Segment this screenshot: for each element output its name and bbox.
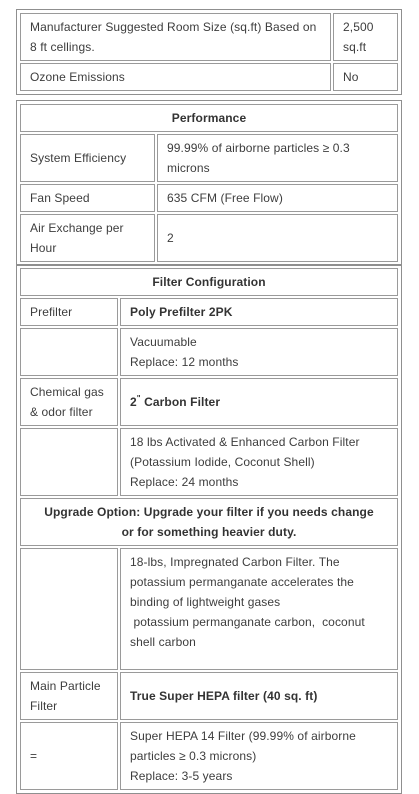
table-row	[20, 214, 398, 262]
prefilter-description	[120, 328, 398, 376]
table-row	[20, 298, 398, 326]
upgrade-option: Upgrade Option: Upgrade your filter if you needs change or for something heavier duty.	[20, 498, 398, 546]
table-row	[20, 378, 398, 426]
table-row	[20, 722, 398, 790]
room-size-value: 2,500 sq.ft	[333, 13, 398, 61]
fan-speed-label: Fan Speed	[20, 184, 155, 212]
carbon-filter-name	[120, 378, 398, 426]
upgrade-description	[120, 548, 398, 670]
carbon-filter-title: Carbon Filter	[140, 395, 221, 409]
carbon-desc-line: 18 lbs Activated & Enhanced Carbon Filter (Potassium Iodide, Coconut Shell)	[130, 435, 360, 469]
table-row	[20, 268, 398, 296]
prefilter-label: Prefilter	[20, 298, 118, 326]
table-row	[20, 328, 398, 376]
filter-configuration-table	[16, 264, 402, 794]
carbon-empty-cell	[20, 428, 118, 496]
table-row	[20, 134, 398, 182]
ozone-value: No	[333, 63, 398, 91]
carbon-filter-size: 2	[130, 395, 137, 409]
main-replace: Replace: 3-5 years	[130, 769, 233, 783]
performance-title: Performance	[20, 104, 398, 132]
system-efficiency-label: System Efficiency	[20, 134, 155, 182]
room-size-label: Manufacturer Suggested Room Size (sq.ft) Based on 8 ft cellings.	[20, 13, 331, 61]
table-row	[20, 672, 398, 720]
upgrade-empty-cell	[20, 548, 118, 670]
fan-speed-value: 635 CFM (Free Flow)	[157, 184, 398, 212]
prefilter-empty-cell	[20, 328, 118, 376]
upgrade-desc-materials: potassium permanganate carbon, coconut shell carbon	[130, 615, 369, 649]
carbon-filter-description	[120, 428, 398, 496]
main-filter-description	[120, 722, 398, 790]
carbon-filter-label: Chemical gas & odor filter	[20, 378, 118, 426]
table-row	[20, 13, 398, 61]
table-row	[20, 104, 398, 132]
upgrade-desc-line: 18-lbs, Impregnated Carbon Filter. The potassium permanganate accelerates the binding of lightweight gases	[130, 555, 354, 609]
carbon-replace: Replace: 24 months	[130, 475, 239, 489]
general-specs-table	[16, 9, 402, 95]
performance-table	[16, 100, 402, 266]
table-row	[20, 498, 398, 546]
main-filter-name: True Super HEPA filter (40 sq. ft)	[120, 672, 398, 720]
air-exchange-label: Air Exchange per Hour	[20, 214, 155, 262]
table-row	[20, 548, 398, 670]
system-efficiency-value: 99.99% of airborne particles ≥ 0.3 microns	[157, 134, 398, 182]
inch-mark: "	[136, 394, 141, 403]
prefilter-name: Poly Prefilter 2PK	[120, 298, 398, 326]
table-row	[20, 428, 398, 496]
table-row	[20, 63, 398, 91]
prefilter-desc-line: Vacuumable	[130, 335, 197, 349]
air-exchange-value: 2	[157, 214, 398, 262]
ozone-label: Ozone Emissions	[20, 63, 331, 91]
main-filter-eq: =	[20, 722, 118, 790]
prefilter-replace: Replace: 12 months	[130, 355, 239, 369]
table-row	[20, 184, 398, 212]
main-filter-label: Main Particle Filter	[20, 672, 118, 720]
main-desc-line: Super HEPA 14 Filter (99.99% of airborne particles ≥ 0.3 microns)	[130, 729, 356, 763]
filter-configuration-title: Filter Configuration	[20, 268, 398, 296]
